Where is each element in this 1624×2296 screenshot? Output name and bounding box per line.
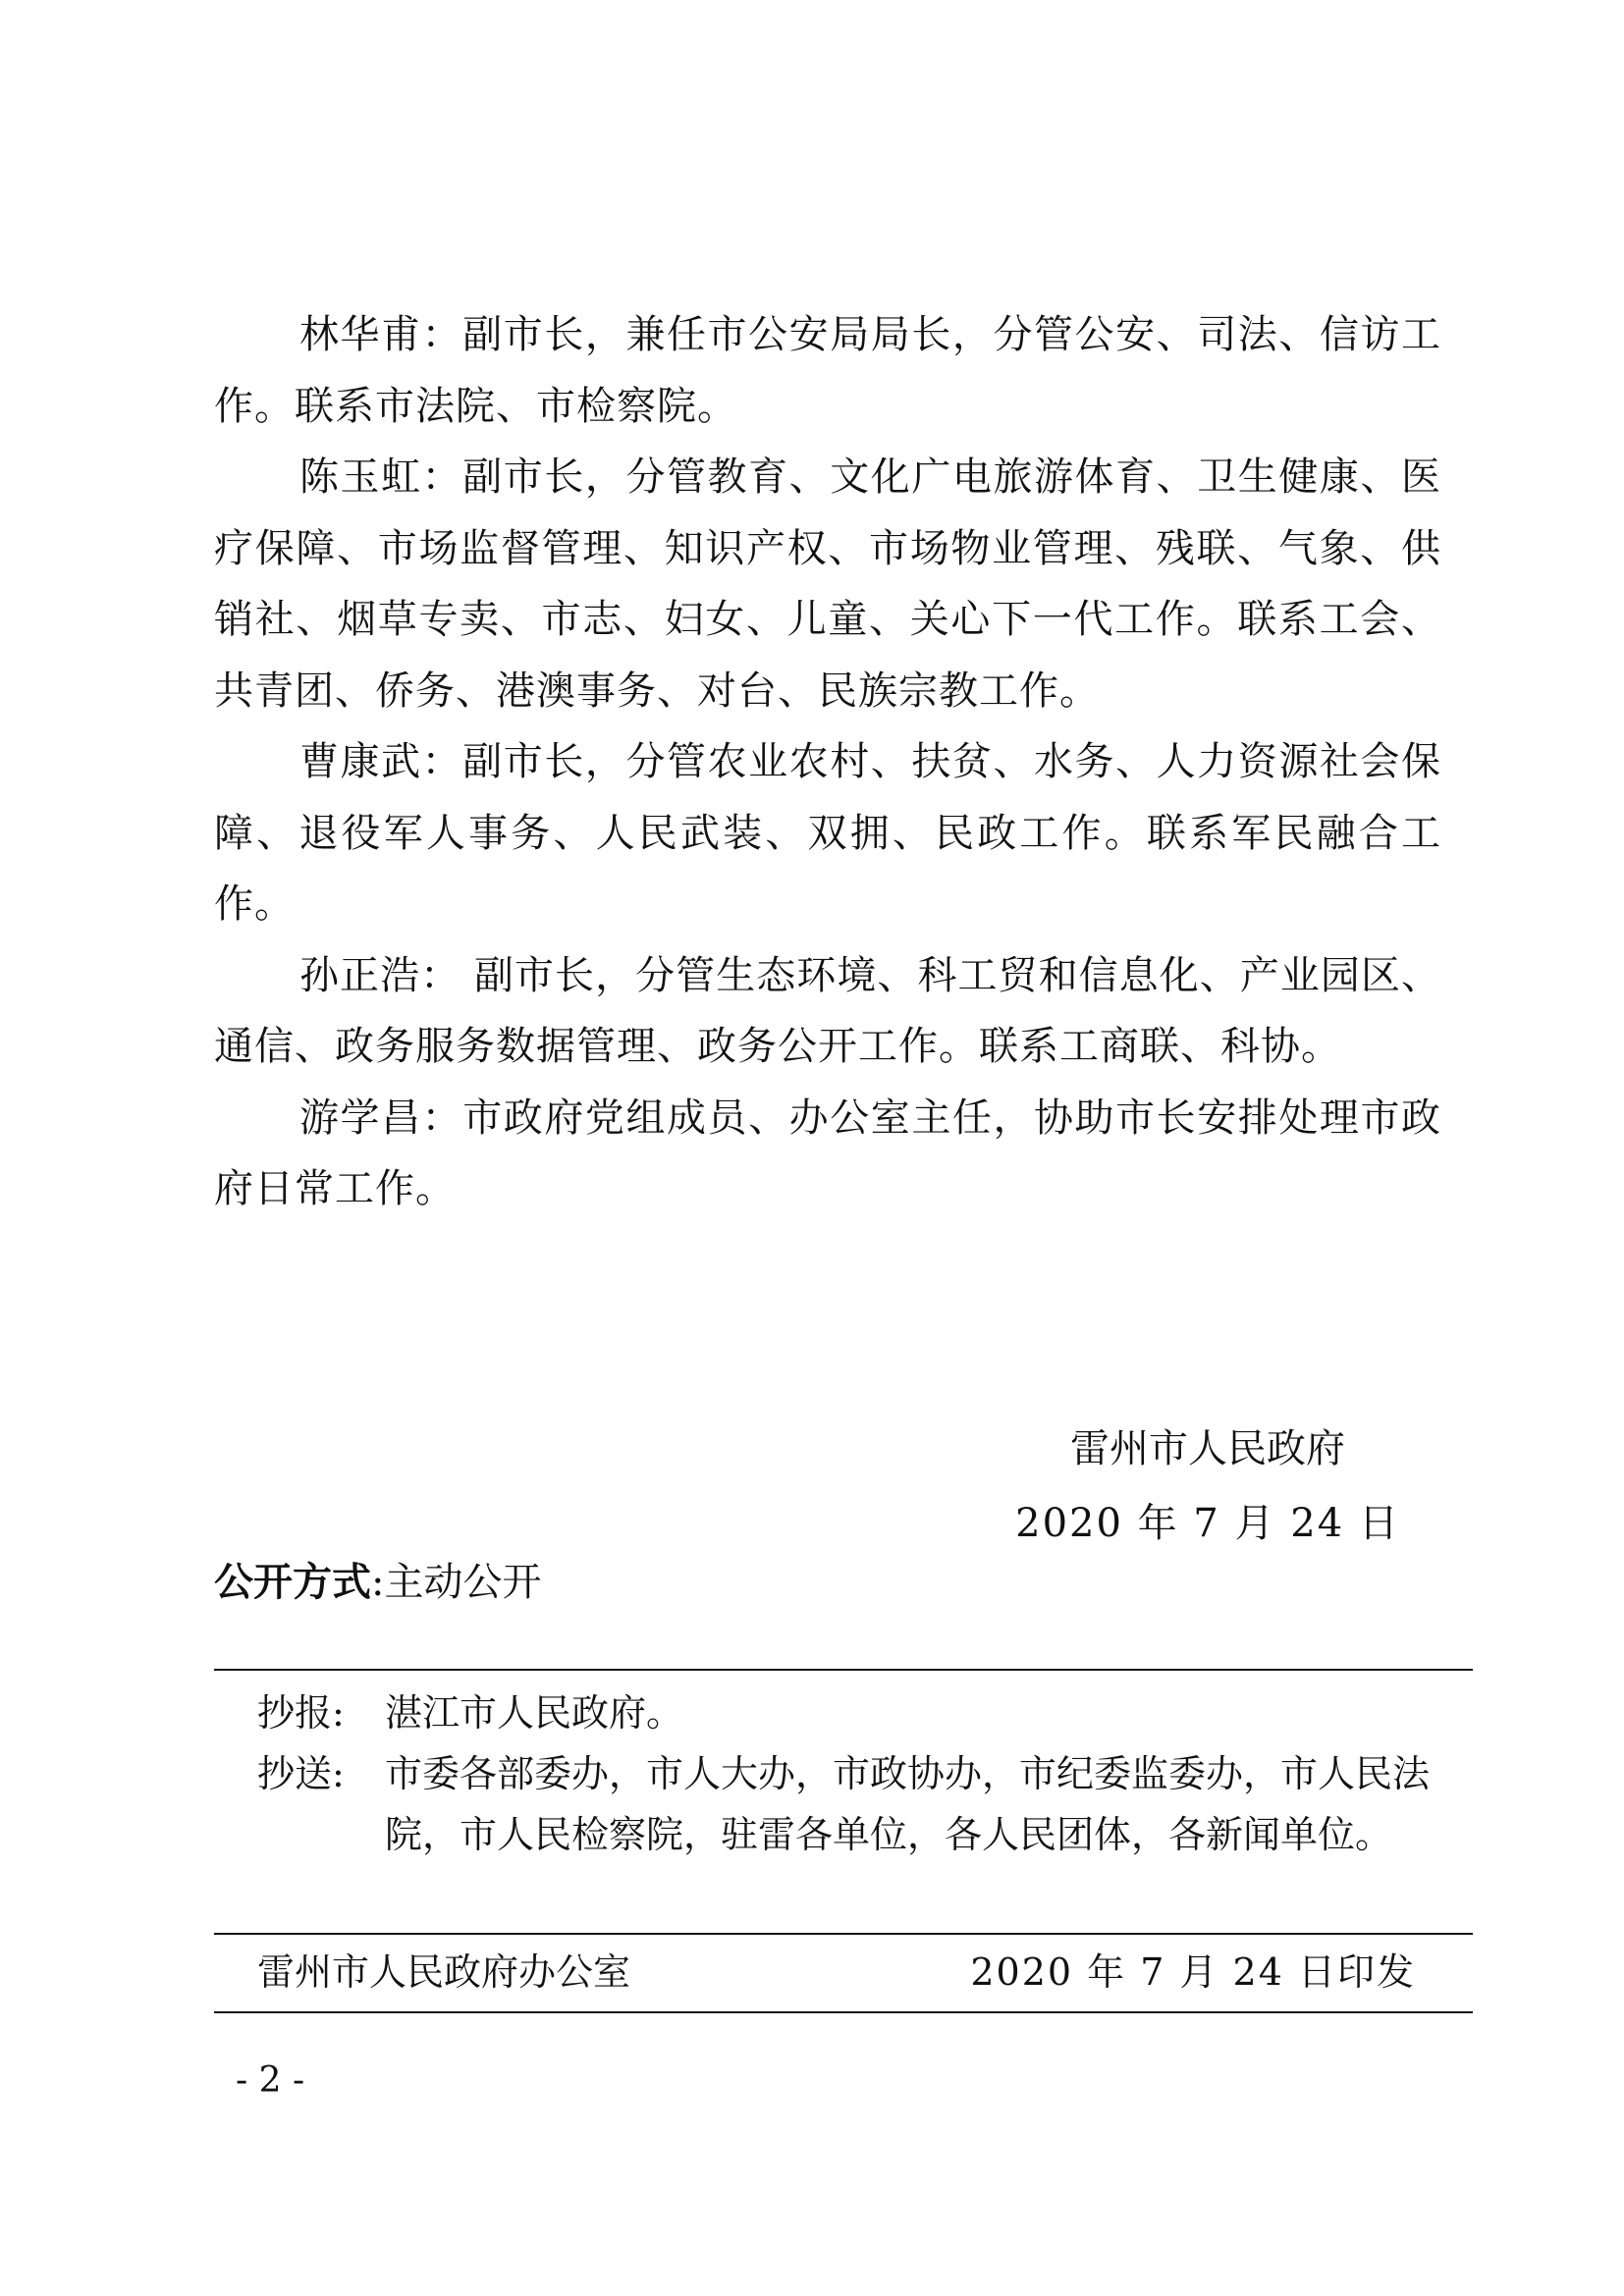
distribution-block (257, 1682, 1455, 1865)
send-text: 市委各部委办，市人大办，市政协办，市纪委监委办，市人民法院，市人民检察院，驻雷各单位，各人民团体，各新闻单位。 (385, 1752, 1431, 1856)
signature-org: 雷州市人民政府 (1070, 1426, 1345, 1471)
disclosure-value: :主动公开 (371, 1560, 542, 1605)
send-label: 抄送: (257, 1752, 345, 1795)
paragraph-sun: 孙正浩： 副市长，分管生态环境、科工贸和信息化、产业园区、通信、政务服务数据管理、政务公开工作。联系工商联、科协。 (214, 952, 1441, 1069)
divider-top (214, 1669, 1473, 1671)
report-row (257, 1682, 1455, 1743)
issuer-row (257, 1941, 1416, 2003)
page-number: - 2 - (236, 2060, 305, 2101)
send-row (257, 1743, 1455, 1865)
issue-date: 2020 年 7 月 24 日印发 (970, 1950, 1416, 1994)
signature-date: 2020 年 7 月 24 日 (1015, 1501, 1400, 1546)
paragraph-lin: 林华甫：副市长，兼任市公安局局长，分管公安、司法、信访工作。联系市法院、市检察院。 (214, 312, 1441, 429)
paragraph-cao: 曹康武：副市长，分管农业农村、扶贫、水务、人力资源社会保障、退役军人事务、人民武装、双拥、民政工作。联系军民融合工作。 (214, 739, 1441, 927)
body-text (214, 299, 1441, 1225)
disclosure-line (214, 1551, 541, 1614)
divider-middle (214, 1933, 1473, 1935)
issuer-office: 雷州市人民政府办公室 (257, 1950, 631, 1994)
paragraph-you: 游学昌：市政府党组成员、办公室主任，协助市长安排处理市政府日常工作。 (214, 1095, 1441, 1211)
paragraph-chen: 陈玉虹：副市长，分管教育、文化广电旅游体育、卫生健康、医疗保障、市场监督管理、知识产权、市场物业管理、残联、气象、供销社、烟草专卖、市志、妇女、儿童、关心下一代工作。联系工会、共青团、侨务、港澳事务、对台、民族宗教工作。 (214, 454, 1441, 714)
divider-bottom (214, 2011, 1473, 2013)
report-text: 湛江市人民政府。 (385, 1691, 684, 1735)
report-label: 抄报: (257, 1691, 345, 1735)
disclosure-label: 公开方式 (214, 1560, 371, 1605)
signature-block (1011, 1412, 1404, 1561)
